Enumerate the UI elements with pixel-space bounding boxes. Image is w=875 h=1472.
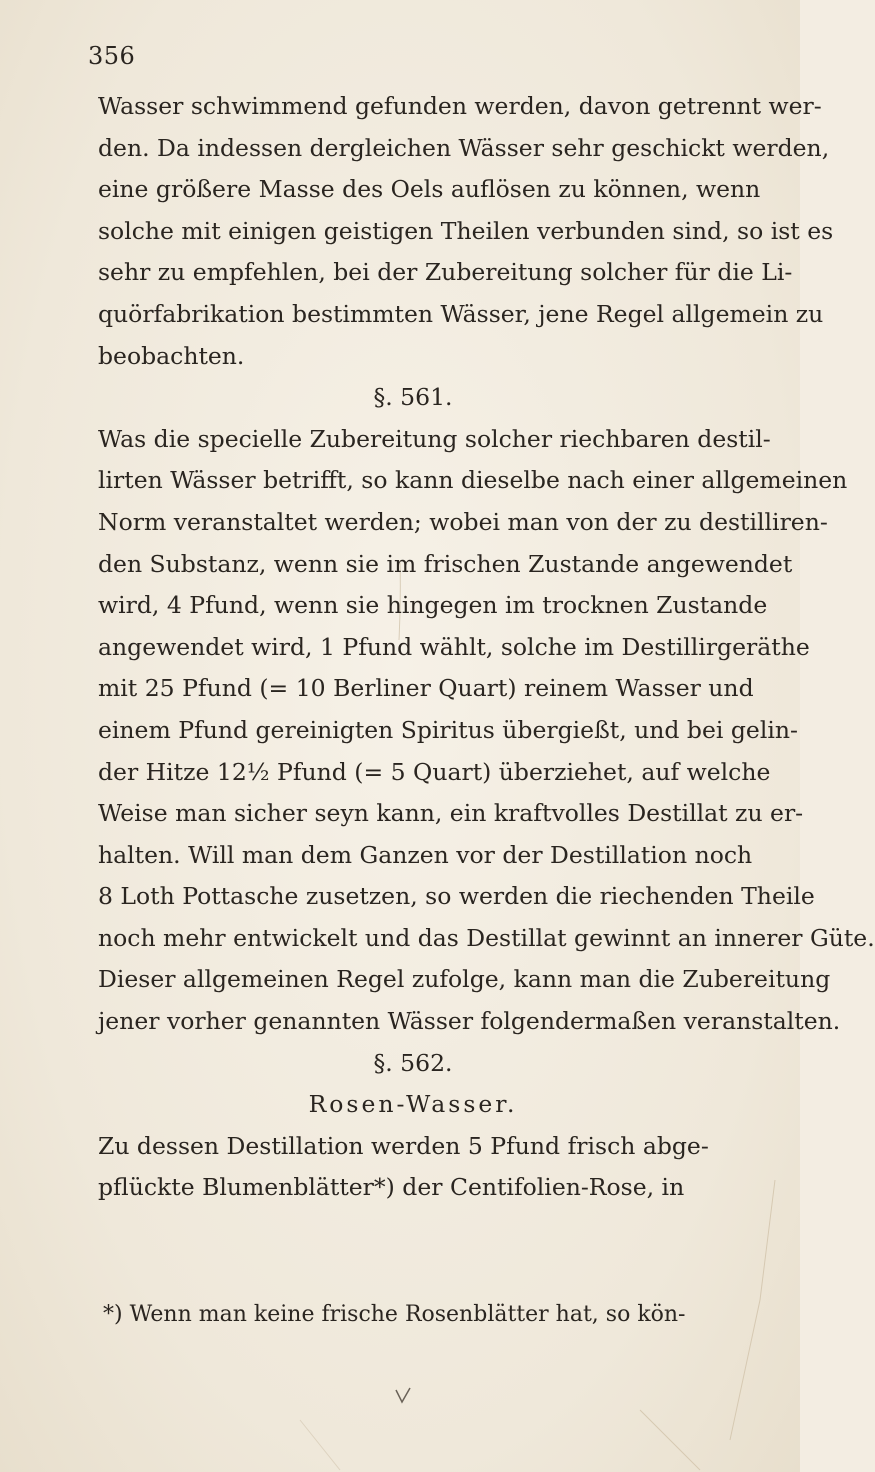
text-line: Dieser allgemeinen Regel zufolge, kann man die Zubereitung [98, 965, 831, 994]
footnote: *) Wenn man keine frische Rosenblätter hat, so kön- [103, 1302, 686, 1327]
text-line: jener vorher genannten Wässer folgendermaßen veranstalten. [98, 1007, 841, 1036]
text-line: quörfabrikation bestimmten Wässer, jene Regel allgemein zu [98, 299, 824, 328]
body-text [98, 86, 875, 1209]
section-heading: §. 561. [373, 383, 453, 412]
text-line: eine größere Masse des Oels auflösen zu können, wenn [98, 175, 761, 204]
text-line: Zu dessen Destillation werden 5 Pfund frisch abge- [98, 1131, 709, 1160]
text-line: mit 25 Pfund (= 10 Berliner Quart) reinem Wasser und [98, 674, 754, 703]
recipe-title: Rosen-Wasser. [308, 1090, 518, 1119]
text-line: wird, 4 Pfund, wenn sie hingegen im trocknen Zustande [98, 591, 768, 620]
text-line: einem Pfund gereinigten Spiritus übergießt, und bei gelin- [98, 715, 798, 744]
text-line: angewendet wird, 1 Pfund wählt, solche im Destillirgeräthe [98, 632, 810, 661]
text-line: Weise man sicher seyn kann, ein kraftvolles Destillat zu er- [98, 799, 804, 828]
text-line: Norm veranstaltet werden; wobei man von der zu destilliren- [98, 507, 828, 536]
page-number: 356 [88, 42, 136, 70]
text-line: der Hitze 12½ Pfund (= 5 Quart) überziehet, auf welche [98, 757, 771, 786]
text-line: den Substanz, wenn sie im frischen Zustande angewendet [98, 549, 793, 578]
text-line: halten. Will man dem Ganzen vor der Destillation noch [98, 840, 753, 869]
text-line: den. Da indessen dergleichen Wässer sehr geschickt werden, [98, 133, 830, 162]
text-line: Was die specielle Zubereitung solcher riechbaren destil- [98, 424, 771, 453]
text-line: 8 Loth Pottasche zusetzen, so werden die riechenden Theile [98, 882, 815, 911]
text-line: pflückte Blumenblätter*) der Centifolien-Rose, in [98, 1173, 685, 1202]
text-line: sehr zu empfehlen, bei der Zubereitung solcher für die Li- [98, 258, 793, 287]
text-line: solche mit einigen geistigen Theilen verbunden sind, so ist es [98, 216, 834, 245]
text-line: noch mehr entwickelt und das Destillat gewinnt an innerer Güte. [98, 923, 875, 952]
text-line: Wasser schwimmend gefunden werden, davon getrennt wer- [98, 92, 822, 120]
section-heading: §. 562. [373, 1048, 453, 1077]
text-line: beobachten. [98, 341, 245, 370]
text-line: lirten Wässer betrifft, so kann dieselbe nach einer allgemeinen [98, 466, 848, 495]
